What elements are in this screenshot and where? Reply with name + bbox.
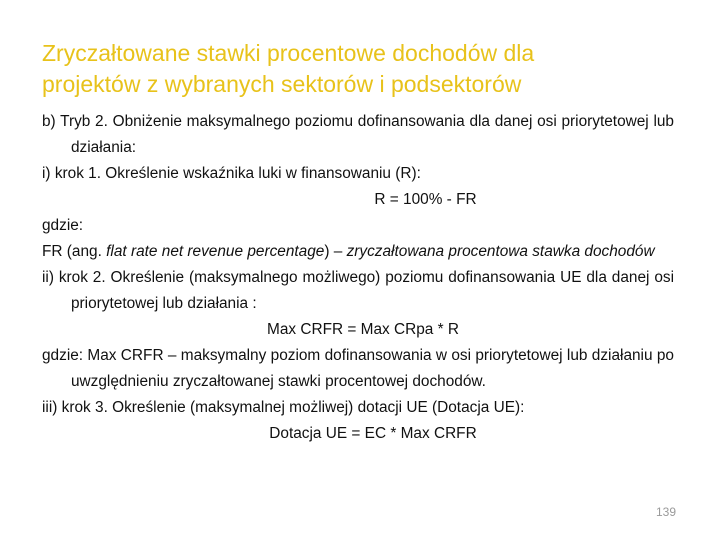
paragraph-mode-2: b) Tryb 2. Obniżenie maksymalnego poziomu dofinansowania dla danej osi priorytetowej lub działania:	[42, 113, 674, 156]
slide-title-line-2: projektów z wybranych sektorów i podsektorów	[42, 71, 522, 97]
fr-definition-prefix: FR (ang.	[42, 243, 107, 260]
fr-definition-polish: zryczałtowana procentowa stawka dochodów	[346, 243, 655, 260]
slide-title-line-1: Zryczałtowane stawki procentowe dochodów dla	[42, 40, 535, 66]
paragraph-step-3: iii) krok 3. Określenie (maksymalnej możliwej) dotacji UE (Dotacja UE):	[42, 399, 525, 416]
slide-body	[42, 109, 674, 447]
slide-title	[42, 38, 692, 100]
paragraph-step-1: i) krok 1. Określenie wskaźnika luki w finansowaniu (R):	[42, 165, 421, 182]
paragraph-where-1: gdzie:	[42, 217, 84, 234]
paragraph-fr-definition	[42, 239, 674, 265]
formula-dotacja: Dotacja UE = EC * Max CRFR	[269, 425, 477, 442]
fr-definition-dash: ) –	[324, 243, 347, 260]
formula-r: R = 100% - FR	[374, 191, 477, 208]
page-number: 139	[656, 505, 677, 519]
formula-max-crfr: Max CRFR = Max CRpa * R	[267, 321, 459, 338]
paragraph-where-2: gdzie: Max CRFR – maksymalny poziom dofinansowania w osi priorytetowej lub działaniu po uwzględnieniu zryczałtowanej stawki procentowej dochodów.	[42, 347, 674, 390]
paragraph-step-2: ii) krok 2. Określenie (maksymalnego możliwego) poziomu dofinansowania UE dla danej osi priorytetowej lub działania :	[42, 269, 674, 312]
fr-definition-english: flat rate net revenue percentage	[106, 243, 325, 260]
